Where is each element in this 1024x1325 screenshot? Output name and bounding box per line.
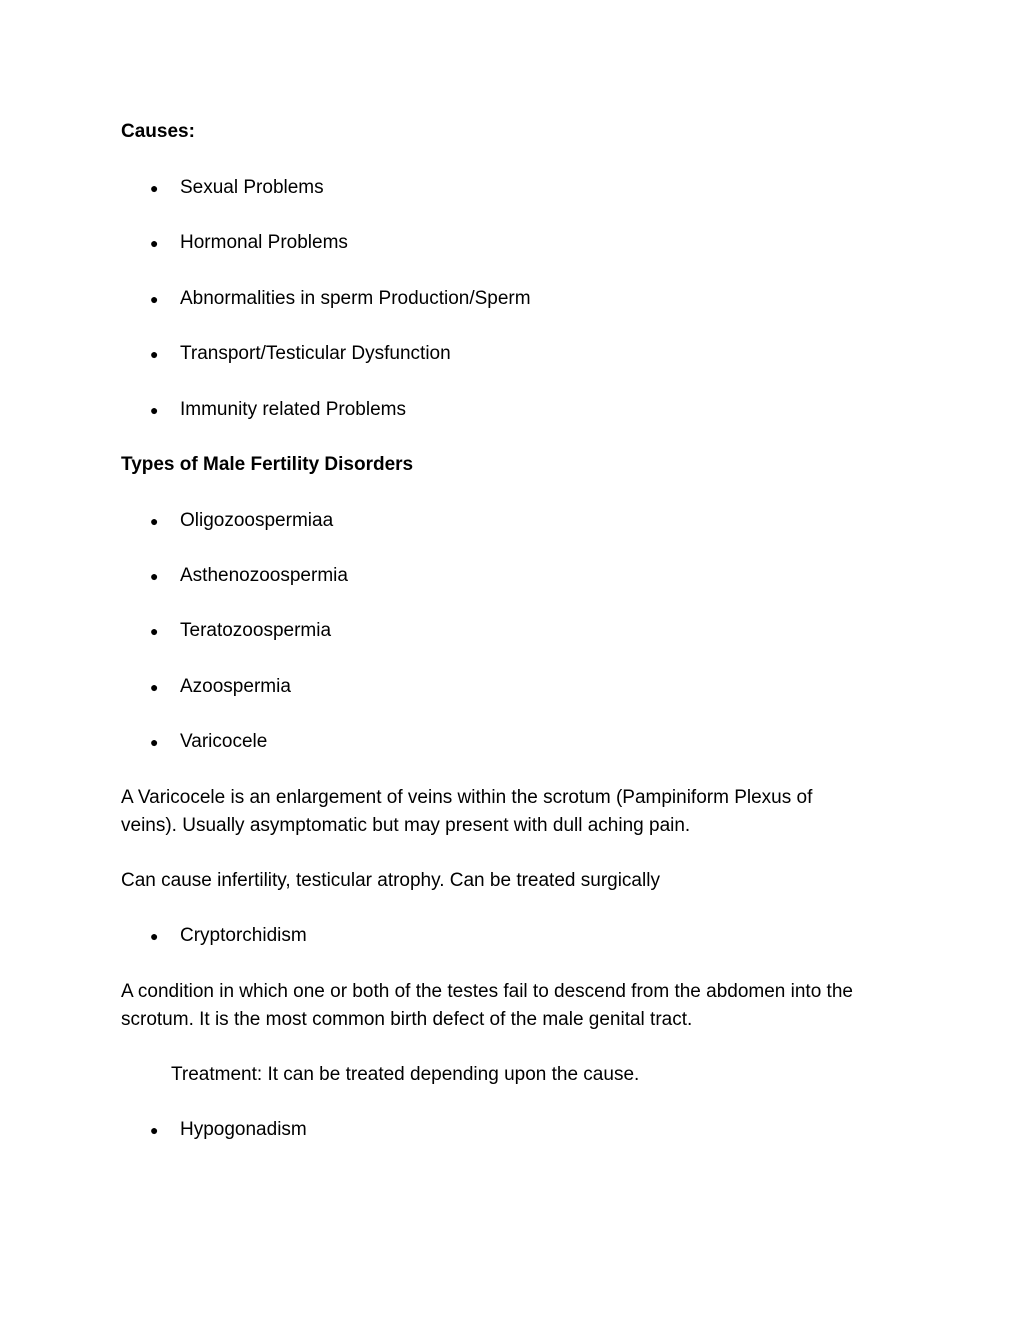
cryptorchidism-description-line-2: scrotum. It is the most common birth defect of the male genital tract.: [121, 1009, 693, 1030]
list-item: [150, 673, 291, 701]
list-item-text: Hormonal Problems: [180, 232, 348, 253]
list-item-text: Oligozoospermiaa: [180, 510, 334, 531]
list-item-text: Hypogonadism: [180, 1119, 307, 1140]
bullet-icon: ●: [150, 402, 159, 418]
varicocele-treatment-text: Can cause infertility, testicular atrophy. Can be treated surgically: [121, 870, 660, 891]
list-item-text: Cryptorchidism: [180, 925, 307, 946]
list-item: [150, 285, 531, 313]
bullet-icon: ●: [150, 346, 159, 362]
bullet-icon: ●: [150, 568, 159, 584]
list-item: [150, 340, 451, 368]
bullet-icon: ●: [150, 235, 159, 251]
list-item: [150, 396, 406, 424]
cryptorchidism-treatment-text: Treatment: It can be treated depending upon the cause.: [171, 1064, 640, 1085]
list-item: [150, 507, 333, 535]
list-item: [150, 174, 324, 202]
list-item-text: Varicocele: [180, 731, 268, 752]
list-item: [150, 562, 348, 590]
list-item-text: Azoospermia: [180, 676, 291, 697]
varicocele-description-line-1: A Varicocele is an enlargement of veins within the scrotum (Pampiniform Plexus of: [121, 787, 813, 808]
bullet-icon: ●: [150, 734, 159, 750]
bullet-icon: ●: [150, 1122, 159, 1138]
bullet-icon: ●: [150, 180, 159, 196]
list-item: [150, 1116, 307, 1144]
list-item: [150, 229, 348, 257]
list-item-text: Immunity related Problems: [180, 399, 406, 420]
bullet-icon: ●: [150, 928, 159, 944]
bullet-icon: ●: [150, 291, 159, 307]
list-item-text: Abnormalities in sperm Production/Sperm: [180, 288, 531, 309]
list-item: [150, 922, 307, 950]
list-item: [150, 728, 267, 756]
varicocele-description-line-2: veins). Usually asymptomatic but may present with dull aching pain.: [121, 815, 691, 836]
bullet-icon: ●: [150, 513, 159, 529]
cryptorchidism-description-line-1: A condition in which one or both of the testes fail to descend from the abdomen into the: [121, 981, 853, 1002]
list-item-text: Teratozoospermia: [180, 620, 332, 641]
list-item-text: Transport/Testicular Dysfunction: [180, 343, 451, 364]
bullet-icon: ●: [150, 679, 159, 695]
bullet-icon: ●: [150, 623, 159, 639]
list-item-text: Asthenozoospermia: [180, 565, 348, 586]
types-heading: Types of Male Fertility Disorders: [121, 454, 414, 475]
list-item-text: Sexual Problems: [180, 177, 324, 198]
list-item: [150, 617, 331, 645]
causes-heading: Causes:: [121, 121, 195, 142]
